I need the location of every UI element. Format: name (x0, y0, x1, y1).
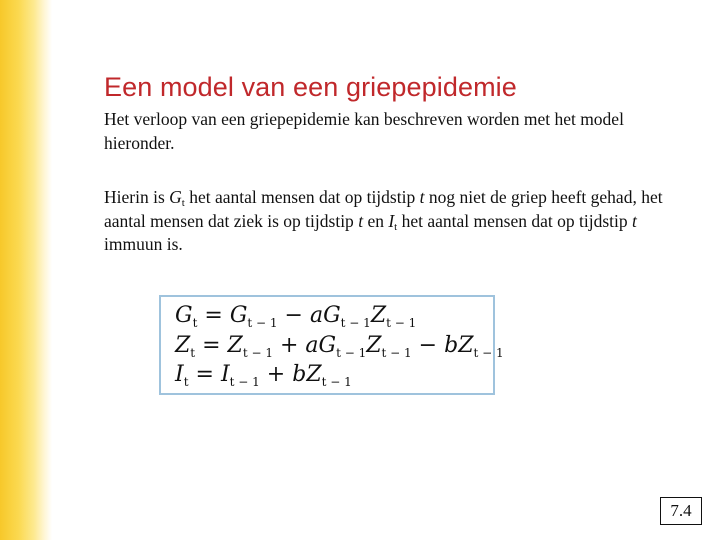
equation-z (175, 333, 504, 360)
subscript: t (183, 375, 189, 389)
coefficient: b (444, 333, 459, 358)
text-span: en (363, 210, 389, 231)
subscript: t (192, 316, 198, 330)
slide-title: Een model van een griepepidemie (104, 72, 517, 102)
symbol: Z (306, 362, 322, 387)
coefficient: a (309, 303, 324, 328)
equation-g (175, 303, 417, 330)
symbol: Z (458, 333, 474, 358)
operator: = (195, 333, 228, 358)
symbol: G (318, 333, 337, 358)
subscript: t − 1 (473, 346, 504, 360)
equation-i (175, 362, 352, 389)
symbol: Z (175, 333, 191, 358)
symbol: Z (227, 333, 243, 358)
subscript: t (190, 346, 196, 360)
symbol: I (220, 362, 230, 387)
subscript: t − 1 (247, 316, 278, 330)
operator: − (411, 333, 445, 358)
text-span: het aantal mensen dat op tijdstip (397, 210, 632, 231)
subscript: t − 1 (340, 316, 371, 330)
variable-i: I (388, 210, 395, 231)
explanation-paragraph (104, 186, 684, 257)
subscript: t − 1 (336, 346, 367, 360)
variable-t: t (419, 187, 425, 207)
text-span: immuun is. (104, 234, 183, 254)
variable-g: G (169, 187, 182, 207)
text-span: het aantal mensen dat op tijdstip (184, 187, 420, 207)
text-span: nog niet de griep heeft gehad, het aantal mensen dat ziek is op tijdstip (104, 187, 663, 231)
subscript: t − 1 (229, 375, 260, 389)
variable-t: t (631, 210, 637, 231)
subscript: t (394, 220, 398, 233)
symbol: Z (366, 333, 382, 358)
operator: = (188, 362, 221, 387)
symbol: I (175, 362, 184, 387)
operator: − (277, 303, 310, 328)
operator: + (272, 333, 306, 358)
symbol: G (175, 303, 193, 328)
coefficient: b (292, 362, 307, 387)
subscript: t − 1 (381, 346, 412, 360)
text-span: Hierin is (104, 187, 170, 207)
variable-t: t (358, 210, 364, 231)
decorative-side-band (0, 0, 52, 540)
formula-box (159, 295, 504, 395)
symbol: G (229, 303, 248, 328)
operator: = (197, 303, 230, 328)
symbol: Z (370, 303, 387, 328)
symbol: G (323, 303, 341, 328)
coefficient: a (305, 333, 319, 358)
subscript: t (181, 197, 185, 209)
intro-paragraph: Het verloop van een griepepidemie kan beschreven worden met het model hieronder. (104, 109, 624, 153)
operator: + (259, 362, 293, 387)
subscript: t − 1 (242, 346, 273, 360)
subscript: t − 1 (321, 375, 352, 389)
subscript: t − 1 (386, 316, 417, 330)
page-number-box: 7.4 (660, 497, 702, 525)
